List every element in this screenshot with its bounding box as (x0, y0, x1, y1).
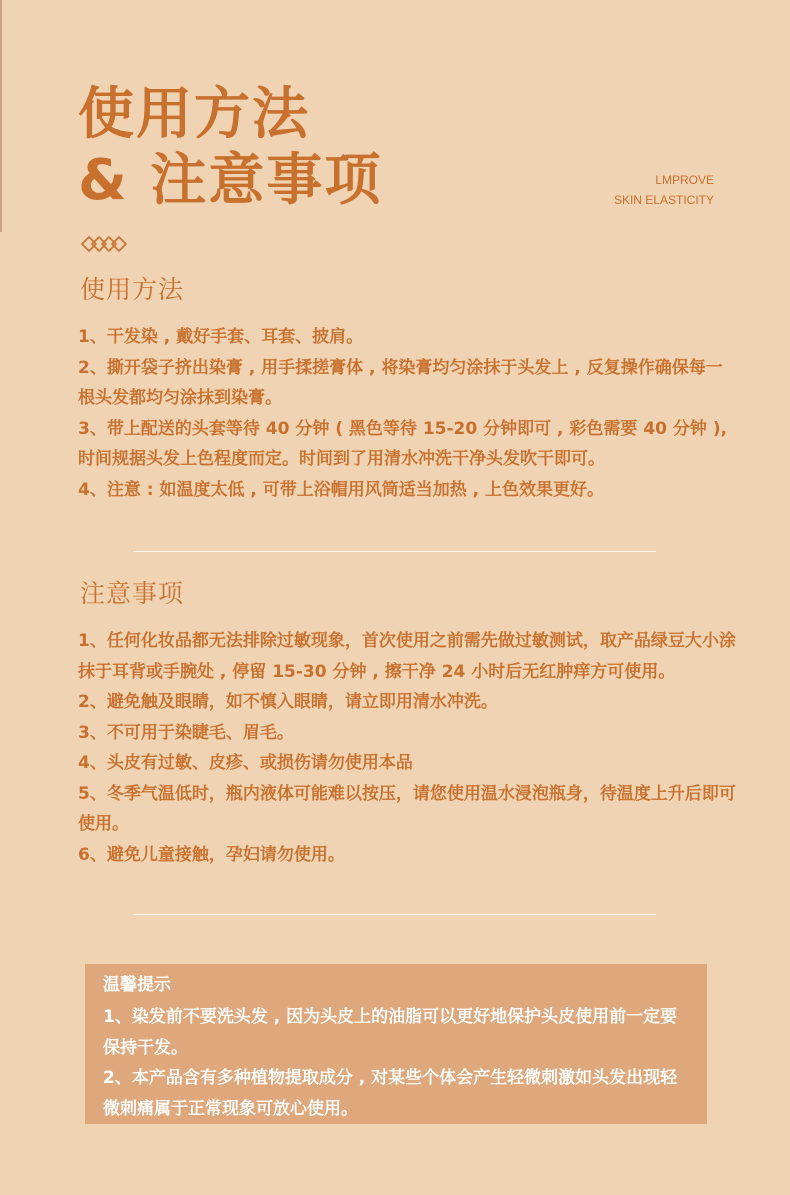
caution-item: 5、冬季气温低时，瓶内液体可能难以按压，请您使用温水浸泡瓶身，待温度上升后即可使用。 (78, 783, 736, 834)
caution-item: 4、头皮有过敏、皮疹、或损伤请勿使用本品 (78, 753, 413, 773)
tips-box (85, 964, 707, 1124)
caution-item: 1、任何化妆品都无法排除过敏现象，首次使用之前需先做过敏测试，取产品绿豆大小涂抹于耳背或手腕处 , 停留 15-30 分钟 , 擦干净 24 小时后无红肿痒方可使用。 (78, 631, 736, 682)
tagline-line2: SKIN ELASTICITY (613, 193, 714, 207)
section-divider (133, 551, 656, 552)
page-title-line1: 使用方法 (78, 82, 310, 147)
page-title-line2: & 注意事项 (78, 148, 383, 213)
section-divider (133, 914, 656, 915)
usage-list (78, 322, 738, 505)
tips-item: 2、本产品含有多种植物提取成分 , 对某些个体会产生轻微刺激如头发出现轻微刺痛属于正常现象可放心使用。 (103, 1068, 678, 1119)
usage-item: 2、撕开袋子挤出染膏 , 用手揉搓膏体 , 将染膏均匀涂抹于头发上 , 反复操作确保每一根头发都均匀涂抹到染膏。 (78, 357, 723, 408)
tips-title: 温馨提示 (103, 975, 171, 995)
usage-item: 4、注意 : 如温度太低 , 可带上浴帽用风筒适当加热 , 上色效果更好。 (78, 479, 605, 500)
caution-item: 6、避免儿童接触，孕妇请勿使用。 (78, 844, 345, 865)
usage-item: 1、干发染 , 戴好手套、耳套、披肩。 (78, 327, 364, 347)
caution-heading: 注意事项 (80, 579, 185, 608)
left-edge-line (0, 0, 2, 232)
caution-item: 3、不可用于染睫毛、眉毛。 (78, 722, 294, 743)
usage-heading: 使用方法 (80, 275, 185, 304)
caution-item: 2、避免触及眼睛，如不慎入眼睛，请立即用清水冲洗。 (78, 692, 498, 712)
tagline (614, 170, 714, 210)
usage-item: 3、带上配送的头套等待 40 分钟 ( 黑色等待 15-20 分钟即可 , 彩色需要 40 分钟 ), 时间规据头发上色程度而定。时间到了用清水冲洗干净头发吹干即可。 (78, 418, 728, 469)
tips-item: 1、染发前不要洗头发 , 因为头皮上的油脂可以更好地保护头皮使用前一定要保持干发。 (103, 1007, 678, 1058)
caution-list (78, 626, 738, 870)
tagline-line1: LMPROVE (655, 173, 714, 187)
tips-list (103, 1002, 689, 1124)
diamond-pattern-icon (80, 235, 128, 253)
